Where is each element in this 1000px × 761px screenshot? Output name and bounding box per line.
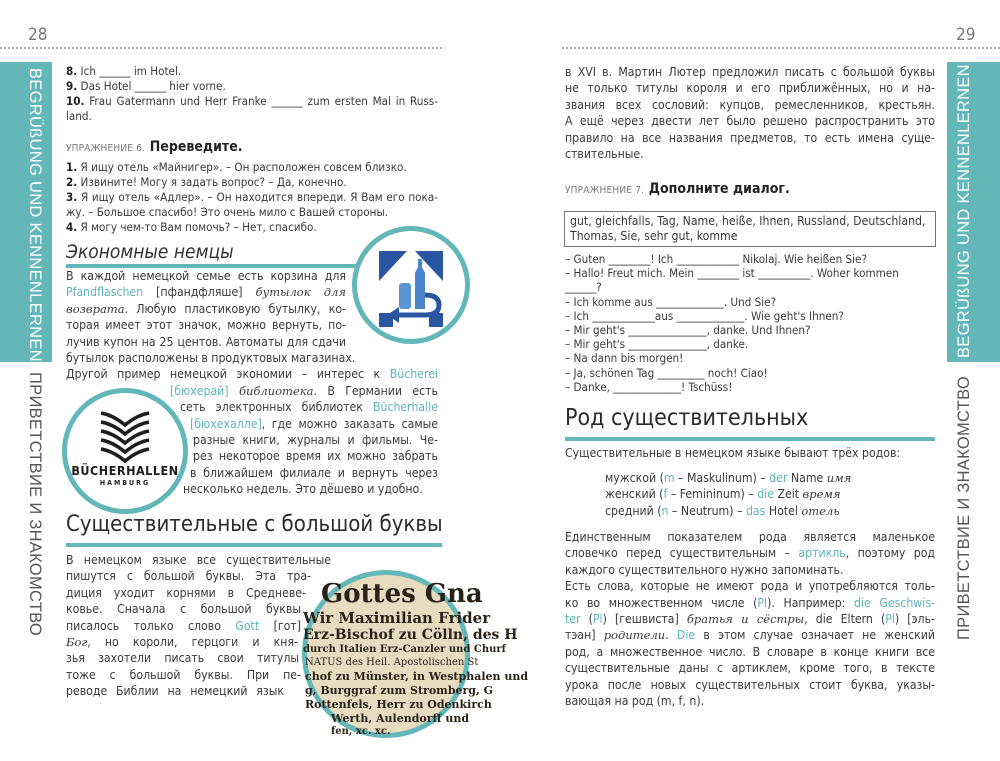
text-segment: , поэтому род <box>845 546 935 561</box>
side-tab-russian-left: ПРИВЕТСТВИЕ И ЗНАКОМСТВО <box>26 372 44 636</box>
text-segment: звания всех сословий: купцов, ремесленников, крестьян. <box>565 97 935 112</box>
text-line <box>565 677 935 693</box>
highlighted-term: артикль <box>798 546 846 561</box>
gender-list <box>605 470 851 519</box>
text-line <box>605 486 851 502</box>
text-line <box>565 545 935 561</box>
exercise6-list <box>66 160 438 235</box>
recycle-bottle-symbol <box>352 226 470 344</box>
text-line <box>565 595 935 611</box>
text-segment: рез некоторое время их можно забрать <box>193 449 438 464</box>
text-segment: – Na dann bis morgen! <box>565 351 684 366</box>
text-segment: средний ( <box>605 503 662 518</box>
word-bank-box <box>564 211 936 247</box>
text-segment: land. <box>66 109 92 123</box>
text-segment: ) [гешвиста] <box>602 611 687 626</box>
highlighted-term: Bücherei <box>389 367 438 382</box>
text-line <box>66 667 301 683</box>
text-line <box>565 529 935 545</box>
text-segment: – Maskulinum) – <box>674 471 770 485</box>
old-print-text-line: Werth, Aulendorff und <box>331 712 470 725</box>
old-print-document-image <box>302 570 529 738</box>
old-print-text-line: NATUS des Heil. Apostolischen St <box>305 657 479 668</box>
item-number: 1. <box>66 160 78 174</box>
item-number: 4. <box>66 220 78 234</box>
text-segment: В каждой немецкой семье есть корзина для <box>66 269 346 283</box>
old-print-text-line: Rottenfels, Herr zu Odenkirch <box>305 698 492 711</box>
text-segment: сеть электронных библиотек <box>180 400 373 415</box>
text-line <box>565 578 935 594</box>
text-segment: – Neutrum) – <box>668 503 746 518</box>
text-segment: реводе Библии на немецкий язык <box>66 684 284 699</box>
section-title-capitalized-nouns: Существительные с большой буквы <box>66 512 443 537</box>
text-line <box>66 552 331 568</box>
section3-text <box>565 529 935 709</box>
text-segment: – Guten ________! Ich ____________ Nikolaj. Wie heißen Sie? <box>565 252 867 266</box>
bottle-return-icon <box>357 231 465 339</box>
text-segment: мужской ( <box>605 471 664 485</box>
text-segment: разные книги, журналы и фильмы. Че- <box>193 432 438 447</box>
text-segment: А ещё через двести лет было решено распространить это <box>565 114 935 129</box>
buecherhallen-logo <box>62 388 188 514</box>
header-divider-right <box>562 47 1000 49</box>
translation: родители <box>603 628 666 643</box>
text-segment: правило на все названия предметов, то есть имена суще- <box>565 130 935 145</box>
item-number: 3. <box>66 190 78 204</box>
text-segment: торая имеет этот значок, можно вернуть, по- <box>66 318 346 333</box>
text-segment: Я могу чем-то Вам помочь? – Нет, спасибо. <box>77 220 317 234</box>
item-number: 2. <box>66 175 78 189</box>
text-line <box>66 650 299 666</box>
text-line <box>66 683 284 699</box>
translation: имя <box>826 471 852 485</box>
highlighted-term: [бюхехалле] <box>190 416 262 431</box>
text-segment: Единственным показателем рода является маленькое <box>565 530 935 544</box>
text-segment: Hotel <box>765 503 802 518</box>
text-line <box>565 693 935 709</box>
word-bank-line: gut, gleichfalls, Tag, Name, heiße, Ihnen, Russland, Deutschland, <box>570 214 926 228</box>
text-line <box>605 470 851 486</box>
text-segment: словечко перед существительным – <box>565 546 799 561</box>
highlighted-term: das <box>745 503 766 518</box>
highlighted-term: [бюхерай] <box>170 383 229 398</box>
text-line <box>565 97 935 113</box>
text-segment: существительные даны с артиклем, кроме того, в тексте <box>565 661 935 676</box>
text-segment <box>229 384 239 398</box>
highlighted-term: der <box>769 471 788 485</box>
text-line <box>565 351 935 365</box>
text-segment: женский ( <box>605 487 664 502</box>
highlighted-term: Gott <box>235 618 260 633</box>
text-line <box>565 660 935 676</box>
text-line <box>66 268 346 284</box>
side-tab-russian-right: ПРИВЕТСТВИЕ И ЗНАКОМСТВО <box>955 376 973 640</box>
text-segment: тоже с большой буквы. При пе- <box>66 667 301 682</box>
text-line <box>66 634 298 650</box>
intro-text <box>565 64 935 162</box>
text-segment: . Любую пластиковую бутылку, ко- <box>124 301 346 316</box>
text-line <box>66 175 438 190</box>
text-line <box>565 562 935 578</box>
text-line <box>66 94 438 109</box>
logo-city: HAMBURG <box>99 479 151 487</box>
logo-name: BÜCHERHALLEN <box>71 463 179 478</box>
text-line <box>565 130 935 146</box>
text-line <box>66 64 438 79</box>
translation: братья и сёстры <box>686 611 805 626</box>
highlighted-term: ter <box>565 611 581 626</box>
old-print-text-line: Wir Maximilian Frider <box>303 609 491 627</box>
text-line <box>565 323 935 337</box>
page-number-right: 29 <box>956 25 976 45</box>
text-line <box>66 334 346 350</box>
old-print-text-line: g, Burggraf zum Stromberg, G <box>305 684 494 697</box>
text-segment: Zeit <box>773 487 803 502</box>
side-tab-german-right: BEGRÜßUNG UND KENNENLERNEN <box>955 64 973 358</box>
text-segment: – Femininum) – <box>667 487 758 502</box>
text-segment: [пфандфляше] <box>143 285 256 300</box>
text-segment: – Ich komme aus _____________. Und Sie? <box>565 294 777 309</box>
text-segment: тэан] <box>565 628 604 643</box>
item-number: 10. <box>66 94 85 108</box>
text-line <box>565 380 935 394</box>
text-line <box>190 416 438 432</box>
text-line <box>565 627 935 643</box>
text-segment: пишутся с большой буквы. Эта тра- <box>66 569 311 584</box>
text-segment: , где можно заказать самые <box>261 416 438 431</box>
page-number-left: 28 <box>28 25 48 45</box>
text-line <box>183 481 438 497</box>
text-segment: вающая на род (m, f, n). <box>565 693 705 708</box>
exercise-label: УПРАЖНЕНИЕ 6. <box>66 143 146 154</box>
text-segment: , но короли, герцоги и кня- <box>87 634 298 649</box>
text-segment: Name <box>787 471 827 485</box>
text-line <box>565 252 935 266</box>
text-segment: ______? <box>565 280 602 295</box>
highlighted-term: Pfandflaschen <box>66 285 144 300</box>
text-segment: несколько недель. Это дёшево и удобно. <box>183 482 423 497</box>
text-line <box>66 205 438 220</box>
text-line <box>565 611 935 627</box>
text-segment: – Ich ____________aus _____________. Wie geht's Ihnen? <box>565 308 844 323</box>
open-book-icon <box>67 405 183 465</box>
old-print-text-line: fen, xc. xc. <box>331 726 391 737</box>
text-segment: диция уходит корнями в Средневе- <box>66 585 306 600</box>
highlighted-term: Pl <box>592 611 603 626</box>
text-segment: – Danke, _____________! Tschüss! <box>565 379 733 394</box>
text-segment: , die Eltern ( <box>804 611 886 626</box>
text-segment: жу. – Большое спасибо! Это очень мило с Вашей стороны. <box>66 205 388 219</box>
gender-intro: Существительные в немецком языке бывают трёх родов: <box>565 446 901 460</box>
text-line <box>66 317 346 333</box>
text-line <box>66 601 301 617</box>
section-underline <box>66 543 442 547</box>
text-segment: Я ищу отель «Майнигер». – Он расположен совсем близко. <box>77 160 407 174</box>
text-segment: не только титулы короля и его приближённых, но и на- <box>565 81 935 96</box>
text-line <box>66 160 438 175</box>
text-line <box>170 383 438 399</box>
exercise7-heading <box>565 178 790 197</box>
item-number: 8. <box>66 64 78 78</box>
text-line <box>565 280 935 294</box>
section2-text <box>66 552 331 700</box>
exercise6-heading <box>66 136 243 155</box>
text-line <box>565 337 935 351</box>
text-segment: ( <box>580 611 593 626</box>
side-tab-german-left: BEGRÜßUNG UND KENNENLERNEN <box>26 68 44 362</box>
text-segment: бутылок расположены в продуктовых магазинах. <box>66 350 356 365</box>
text-line <box>66 109 438 124</box>
translation: возврата <box>66 301 125 316</box>
old-print-text-line: durch Italien Erz-Canzler und Churf <box>303 644 506 655</box>
text-line <box>66 350 356 366</box>
section-title-economical-germans: Экономные немцы <box>66 241 234 263</box>
text-segment: Извините! Могу я задать вопрос? – Да, конечно. <box>77 175 347 189</box>
text-line <box>66 190 438 205</box>
text-segment: . <box>665 628 677 643</box>
word-bank-line: Thomas, Sie, sehr gut, komme <box>570 229 738 243</box>
text-segment: зья захотели писать свои титулы <box>66 651 299 666</box>
text-segment: ко во множественном числе ( <box>565 595 758 610</box>
text-line <box>66 284 346 300</box>
highlighted-term: n <box>661 503 669 518</box>
text-segment: Das Hotel ______ hier vorne. <box>77 79 226 93</box>
highlighted-term: m <box>663 471 675 485</box>
text-segment: каждого существительного нужно запоминать. <box>565 562 844 577</box>
text-line <box>565 644 935 660</box>
text-segment: ствительные. <box>565 146 644 161</box>
highlighted-term: Die <box>676 628 696 643</box>
text-segment: в XVI в. Мартин Лютер предложил писать с большой буквы <box>565 65 935 79</box>
text-line <box>66 366 438 382</box>
old-print-text-line: Erz-Bischof zu Cölln, des H <box>303 627 518 643</box>
translation: время <box>802 487 841 502</box>
text-segment: Есть слова, которые не имеют рода и употребляются толь- <box>565 579 935 594</box>
highlighted-term: Pl <box>885 611 895 626</box>
text-segment: . В Германии есть <box>313 383 438 398</box>
text-line <box>66 568 311 584</box>
text-segment: лучив купон на 25 центов. Автоматы для сдачи <box>66 334 346 349</box>
text-line <box>193 448 438 464</box>
text-line <box>565 64 935 80</box>
text-line <box>66 301 346 317</box>
translation: бутылок для <box>255 285 346 300</box>
text-line <box>66 79 438 94</box>
text-segment: ) [эль- <box>894 611 935 626</box>
text-segment: – Hallo! Freut mich. Mein ________ ist __________. Woher kommen <box>565 266 899 281</box>
text-line <box>565 146 935 162</box>
text-line <box>565 366 935 380</box>
item-number: 9. <box>66 79 78 93</box>
text-segment: Ich ______ im Hotel. <box>77 64 182 78</box>
section-title-noun-gender: Род существительных <box>565 405 809 431</box>
highlighted-term: Pl <box>757 595 768 610</box>
highlighted-term: die <box>757 487 774 502</box>
text-line <box>565 309 935 323</box>
text-segment: урока после новых существительных стоит буква, указы- <box>565 677 935 692</box>
translation: библиотека <box>238 383 314 398</box>
exercise-items-list <box>66 64 438 124</box>
text-segment: Другой пример немецкой экономии – интерес к <box>66 367 390 382</box>
highlighted-term: f <box>663 487 668 502</box>
text-segment: ). Например: <box>767 595 854 610</box>
header-divider-left <box>0 47 442 49</box>
text-line <box>180 399 438 415</box>
old-print-text-line: chof zu Münster, in Westphalen und <box>305 670 529 683</box>
text-segment: В немецком языке все существительные <box>66 553 331 567</box>
highlighted-term: die Geschwis- <box>853 595 935 610</box>
translation: Бог <box>66 634 88 649</box>
text-segment: – Mir geht's _______________, danke. <box>565 337 749 352</box>
translation: отель <box>801 503 840 518</box>
text-segment: род, а множественное число. В словаре в конце книги все <box>565 644 935 659</box>
exercise-label: УПРАЖНЕНИЕ 7. <box>565 185 645 196</box>
text-segment: в этом случае означает не женский <box>695 628 935 643</box>
text-segment: ковье. Сначала с большой буквы <box>66 602 301 617</box>
text-segment: Я ищу отель «Адлер». – Он находится впереди. Я Вам его пока- <box>77 190 438 204</box>
text-segment: писалось только слово <box>66 618 236 633</box>
text-segment: – Ja, schönen Tag _________ noch! Ciao! <box>565 365 768 380</box>
old-print-text-line: Gottes Gna <box>321 579 483 609</box>
text-segment: в ближайшем филиале и вернуть через <box>190 465 438 480</box>
dialog-exercise <box>565 252 935 394</box>
text-line <box>66 585 306 601</box>
text-line <box>190 465 438 481</box>
text-line <box>565 295 935 309</box>
text-segment: Frau Gatermann und Herr Franke ______ zum ersten Mal in Russ- <box>84 94 438 108</box>
text-segment: [гот] <box>259 618 301 633</box>
text-line <box>565 266 935 280</box>
highlighted-term: Bücherhalle <box>372 400 438 415</box>
exercise-title: Дополните диалог. <box>648 181 790 197</box>
text-line <box>605 503 851 519</box>
text-line <box>565 80 935 96</box>
text-line <box>66 618 301 634</box>
text-line <box>193 432 438 448</box>
exercise-title: Переведите. <box>149 139 243 155</box>
section-underline <box>565 437 935 441</box>
text-line <box>565 113 935 129</box>
text-segment: – Mir geht's _______________, danke. Und Ihnen? <box>565 322 811 337</box>
